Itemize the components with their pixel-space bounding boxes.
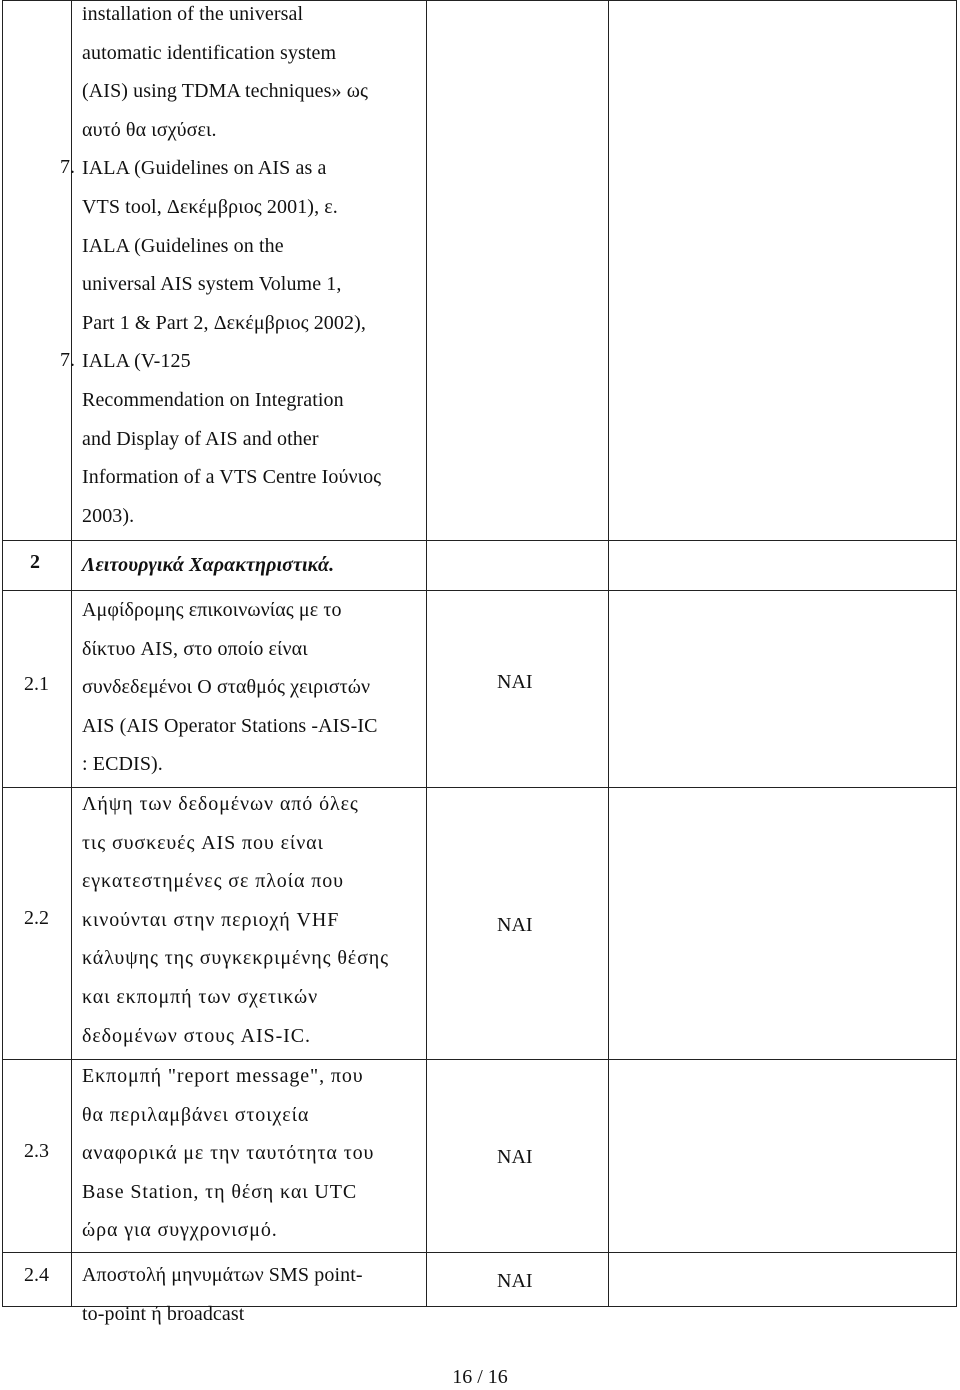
- text-line: και εκπομπή των σχετικών: [82, 985, 319, 1008]
- text-line: Εκπομπή "report message", που: [82, 1065, 364, 1087]
- text-line: Base Station, τη θέση και UTC: [82, 1180, 358, 1203]
- text-line: αναφορικά με την ταυτότητα του: [82, 1142, 375, 1165]
- text-line: IALA (Guidelines on AIS as a: [82, 157, 327, 180]
- text-line: κινούνται στην περιοχή VHF: [82, 908, 340, 931]
- text-line: εγκατεστημένες σε πλοία που: [82, 870, 344, 893]
- column-divider-3: [608, 0, 609, 1307]
- text-line: Recommendation on Integration: [82, 388, 344, 411]
- text-line: Part 1 & Part 2, Δεκέμβριος 2002),: [82, 311, 366, 334]
- text-line: τις συσκευές AIS που είναι: [82, 831, 324, 854]
- list-marker: 7.: [60, 349, 75, 371]
- text-line: ώρα για συγχρονισμό.: [82, 1219, 278, 1242]
- text-line: : ECDIS).: [82, 753, 163, 776]
- row-number: 2.1: [24, 673, 49, 695]
- list-marker-clip: [60, 156, 80, 184]
- table-border-left: [2, 0, 3, 1307]
- row-answer: ΝΑΙ: [497, 914, 533, 936]
- row-number: 2.4: [24, 1264, 49, 1286]
- text-line: (AIS) using TDMA techniques» ως: [82, 80, 369, 103]
- list-marker: 7.: [60, 156, 75, 178]
- row-number: 2.2: [24, 907, 49, 929]
- text-line: to-point ή broadcast: [82, 1302, 245, 1325]
- text-line: and Display of AIS and other: [82, 427, 319, 450]
- list-marker-clip: [60, 349, 80, 377]
- text-line: κάλυψης της συγκεκριμένης θέσης: [82, 947, 389, 970]
- section-number: 2: [30, 551, 40, 573]
- text-line: AIS (AIS Operator Stations -AIS-IC: [82, 714, 378, 737]
- row-answer: ΝΑΙ: [497, 671, 533, 693]
- text-line: δεδομένων στους AIS-IC.: [82, 1024, 311, 1047]
- page-number: 16 / 16: [452, 1366, 508, 1388]
- text-line: αυτό θα ισχύσει.: [82, 118, 217, 141]
- text-line: συνδεδεμένοι Ο σταθμός χειριστών: [82, 676, 371, 699]
- text-line: Λήψη των δεδομένων από όλες: [82, 793, 359, 815]
- column-divider-2: [426, 0, 427, 1307]
- text-line: δίκτυο AIS, στο οποίο είναι: [82, 637, 308, 660]
- text-line: Αποστολή μηνυμάτων SMS point-: [82, 1264, 363, 1286]
- section1-text: [82, 0, 381, 535]
- table-border-right: [956, 0, 957, 1307]
- row-description: [82, 1057, 374, 1250]
- row-answer: ΝΑΙ: [497, 1146, 533, 1168]
- text-line: VTS tool, Δεκέμβριος 2001), ε.: [82, 195, 338, 218]
- row-number: 2.3: [24, 1140, 49, 1162]
- text-line: IALA (Guidelines on the: [82, 234, 284, 257]
- text-line: Αμφίδρομης επικοινωνίας με το: [82, 599, 342, 621]
- row-description: [82, 785, 389, 1055]
- text-line: universal AIS system Volume 1,: [82, 273, 342, 296]
- row-description: [82, 1256, 363, 1333]
- text-line: installation of the universal: [82, 3, 304, 25]
- row-divider-2-4: [2, 1252, 957, 1253]
- text-line: Information of a VTS Centre Ιούνιος: [82, 466, 382, 489]
- text-line: automatic identification system: [82, 41, 337, 64]
- text-line: 2003).: [82, 504, 135, 527]
- column-divider-1: [71, 0, 72, 1307]
- section-title: Λειτουργικά Χαρακτηριστικά.: [82, 554, 335, 576]
- text-line: θα περιλαμβάνει στοιχεία: [82, 1103, 310, 1126]
- text-line: IALA (V-125: [82, 350, 191, 373]
- row-answer: ΝΑΙ: [497, 1270, 533, 1292]
- row-description-clip: [82, 1256, 426, 1325]
- row-description: [82, 591, 378, 784]
- row-divider-section2: [2, 540, 957, 541]
